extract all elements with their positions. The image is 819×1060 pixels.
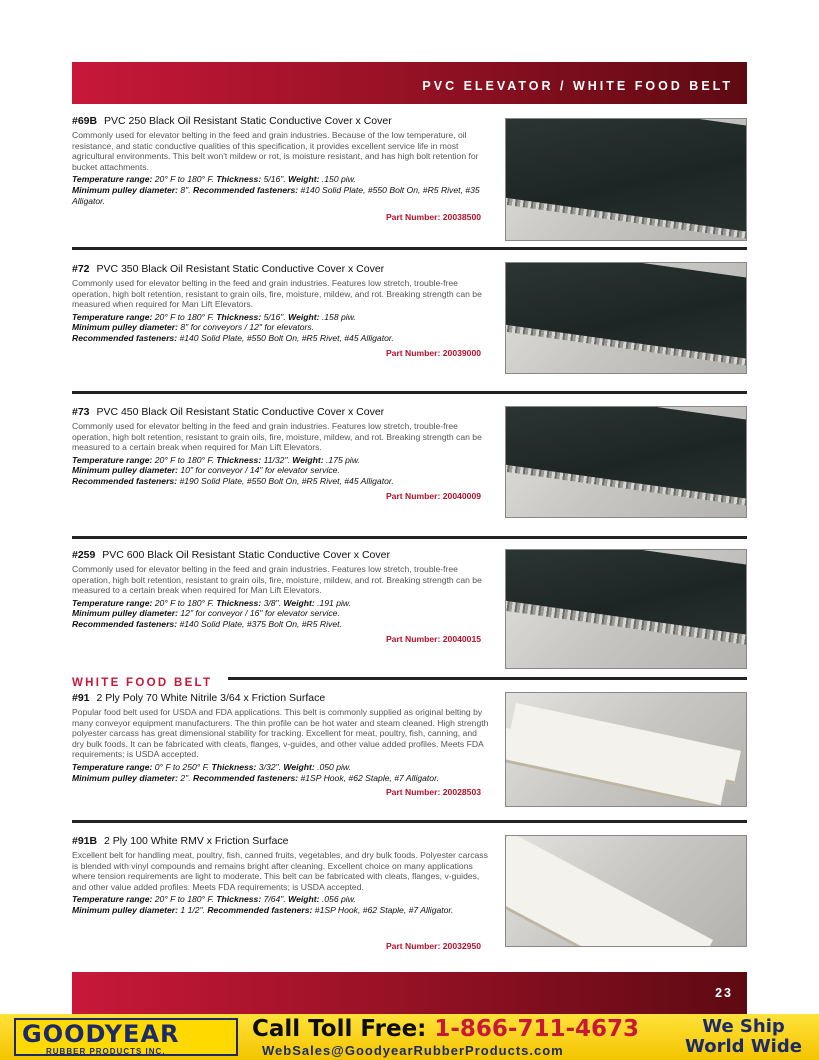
product-name: PVC 600 Black Oil Resistant Static Conductive Cover x Cover: [102, 549, 390, 561]
product-spec: Temperature range: 20° F to 180° F. Thickness: 3/8". Weight: .191 piw.: [72, 597, 352, 608]
product-description: Commonly used for elevator belting in the feed and grain industries. Features low stretch, trouble-free operation, high bolt retention, resistant to grain oils, fire, moisture, mildew, and rot. Breaking strength can be measured to a certain break when required for Man Lift Elevators.: [72, 421, 482, 453]
logo-subtext: RUBBER PRODUCTS INC.: [46, 1047, 166, 1056]
product-number: #73: [72, 406, 90, 418]
product-91: [72, 692, 747, 812]
product-spec: Temperature range: 20° F to 180° F. Thickness: 11/32". Weight: .175 piw.: [72, 454, 360, 465]
divider: [72, 536, 747, 539]
product-spec: Temperature range: 0° F to 250° F. Thickness: 3/32". Weight: .050 piw.: [72, 761, 352, 772]
product-title: [72, 549, 490, 562]
product-spec: Minimum pulley diameter: 8". Recommended fasteners: #140 Solid Plate, #550 Bolt On, #R5 Rivet, #35 Alligator.: [72, 184, 480, 206]
product-spec: Temperature range: 20° F to 180° F. Thickness: 5/16". Weight: .158 piw.: [72, 311, 356, 322]
product-259: [72, 549, 747, 669]
part-number: Part Number: 20039000: [385, 348, 481, 358]
product-spec: Temperature range: 20° F to 180° F. Thickness: 7/64". Weight: .056 piw.: [72, 894, 356, 905]
product-description: Commonly used for elevator belting in the feed and grain industries. Features low stretch, trouble-free operation, high bolt retention, resistant to grain oils, fire, moisture, mildew, and rot. Breaking strength can be measured when required for Man Lift Elevators.: [72, 278, 482, 310]
product-72: [72, 263, 747, 383]
we-ship-text: We Ship World Wide: [685, 1016, 802, 1057]
product-title: [72, 263, 490, 276]
product-name: PVC 350 Black Oil Resistant Static Conductive Cover x Cover: [96, 263, 385, 275]
belt-photo: [505, 118, 747, 241]
product-number: #69B: [72, 115, 98, 127]
email-link[interactable]: WebSales@GoodyearRubberProducts.com: [262, 1043, 564, 1058]
product-text: [72, 115, 490, 206]
product-title: [72, 115, 490, 128]
belt-photo: [505, 835, 747, 947]
phone-link[interactable]: 1-866-711-4673: [434, 1016, 640, 1042]
divider: [72, 820, 747, 823]
product-name: 2 Ply Poly 70 White Nitrile 3/64 x Friction Surface: [96, 692, 326, 704]
belt-photo: [505, 262, 747, 374]
part-number: Part Number: 20038500: [385, 212, 481, 222]
product-spec: Temperature range: 20° F to 180° F. Thickness: 5/16". Weight: .150 piw.: [72, 174, 356, 185]
product-spec: Minimum pulley diameter: 8" for conveyors / 12" for elevators.: [72, 322, 315, 333]
product-69b: [72, 115, 747, 235]
product-spec: Minimum pulley diameter: 12" for conveyor / 16" for elevator service.: [72, 608, 340, 619]
call-toll-free: Call Toll Free: 1-866-711-4673: [252, 1016, 640, 1042]
product-title: [72, 692, 490, 705]
goodyear-logo: [14, 1018, 238, 1056]
part-number: Part Number: 20032950: [385, 941, 481, 951]
product-name: PVC 450 Black Oil Resistant Static Conductive Cover x Cover: [96, 406, 385, 418]
footer-bar: [72, 972, 747, 1014]
part-number: Part Number: 20028503: [385, 787, 481, 797]
product-title: [72, 835, 490, 848]
belt-photo: [505, 549, 747, 669]
part-number: Part Number: 20040015: [385, 634, 481, 644]
product-number: #72: [72, 263, 90, 275]
product-spec: Recommended fasteners: #140 Solid Plate, #550 Bolt On, #R5 Rivet, #45 Alligator.: [72, 332, 394, 343]
product-number: #91B: [72, 835, 98, 847]
product-name: 2 Ply 100 White RMV x Friction Surface: [104, 835, 289, 847]
divider: [72, 391, 747, 394]
product-title: [72, 406, 490, 419]
product-91b: [72, 835, 747, 955]
product-name: PVC 250 Black Oil Resistant Static Conductive Cover x Cover: [104, 115, 392, 127]
product-spec: Minimum pulley diameter: 2". Recommended fasteners: #1SP Hook, #62 Staple, #7 Alligator.: [72, 772, 440, 783]
contact-banner: [0, 1014, 819, 1060]
product-spec: Recommended fasteners: #140 Solid Plate, #375 Bolt On, #R5 Rivet.: [72, 618, 342, 629]
product-spec: Minimum pulley diameter: 10" for conveyor / 14" for elevator service.: [72, 465, 340, 476]
product-description: Excellent belt for handling meat, poultry, fish, canned fruits, vegetables, and dry bulk foods. Polyester carcass is blended with vinyl compounds and remains bright after cleaning. Excellent choice on many applications where tension requirements are light to moderate. This belt can be fabricated with cleats, flanges, v-guides, and other value added profiles. Meets FDA requirements; is USDA accepted.: [72, 850, 488, 892]
product-description: Commonly used for elevator belting in the feed and grain industries. Because of the low temperature, oil resistance, and static conductive qualities of this specification, it provides excellent service life in most agricultural environments. This belt won't mildew or rot, is moisture resistant, and has high bolt retention for bucket attachments.: [72, 130, 479, 172]
product-number: #259: [72, 549, 96, 561]
product-spec: Minimum pulley diameter: 1 1/2". Recommended fasteners: #1SP Hook, #62 Staple, #7 Alligator.: [72, 904, 454, 915]
divider: [72, 247, 747, 250]
product-description: Popular food belt used for USDA and FDA applications. This belt is commonly supplied as original belting by many conveyor equipment manufacturers. The thin profile can be hot water and steam cleaned. High strength polyester carcass has great dimensional stability for tracking. Excellent for meat, poultry, fish, canning, and dry bulk foods. It can be fabricated with cleats, flanges, v-guides, and other value added profiles. Meets FDA requirements; is USDA accepted.: [72, 707, 489, 760]
product-spec: Recommended fasteners: #190 Solid Plate, #550 Bolt On, #R5 Rivet, #45 Alligator.: [72, 475, 394, 486]
header-bar: [72, 62, 747, 104]
divider: [228, 677, 747, 680]
page-title: PVC ELEVATOR / WHITE FOOD BELT: [422, 79, 733, 93]
page-number: 23: [715, 986, 733, 1000]
product-73: [72, 406, 747, 526]
belt-photo: [505, 406, 747, 518]
product-number: #91: [72, 692, 90, 704]
product-description: Commonly used for elevator belting in the feed and grain industries. Features low stretch, trouble-free operation, high bolt retention, resistant to grain oils, fire, moisture, mildew, and rot. Breaking strength can be measured to a certain break when required for Man Lift Elevators.: [72, 564, 482, 596]
section-heading: WHITE FOOD BELT: [72, 677, 213, 689]
part-number: Part Number: 20040009: [385, 491, 481, 501]
belt-photo: [505, 692, 747, 807]
logo-text: GOODYEAR: [22, 1020, 180, 1048]
